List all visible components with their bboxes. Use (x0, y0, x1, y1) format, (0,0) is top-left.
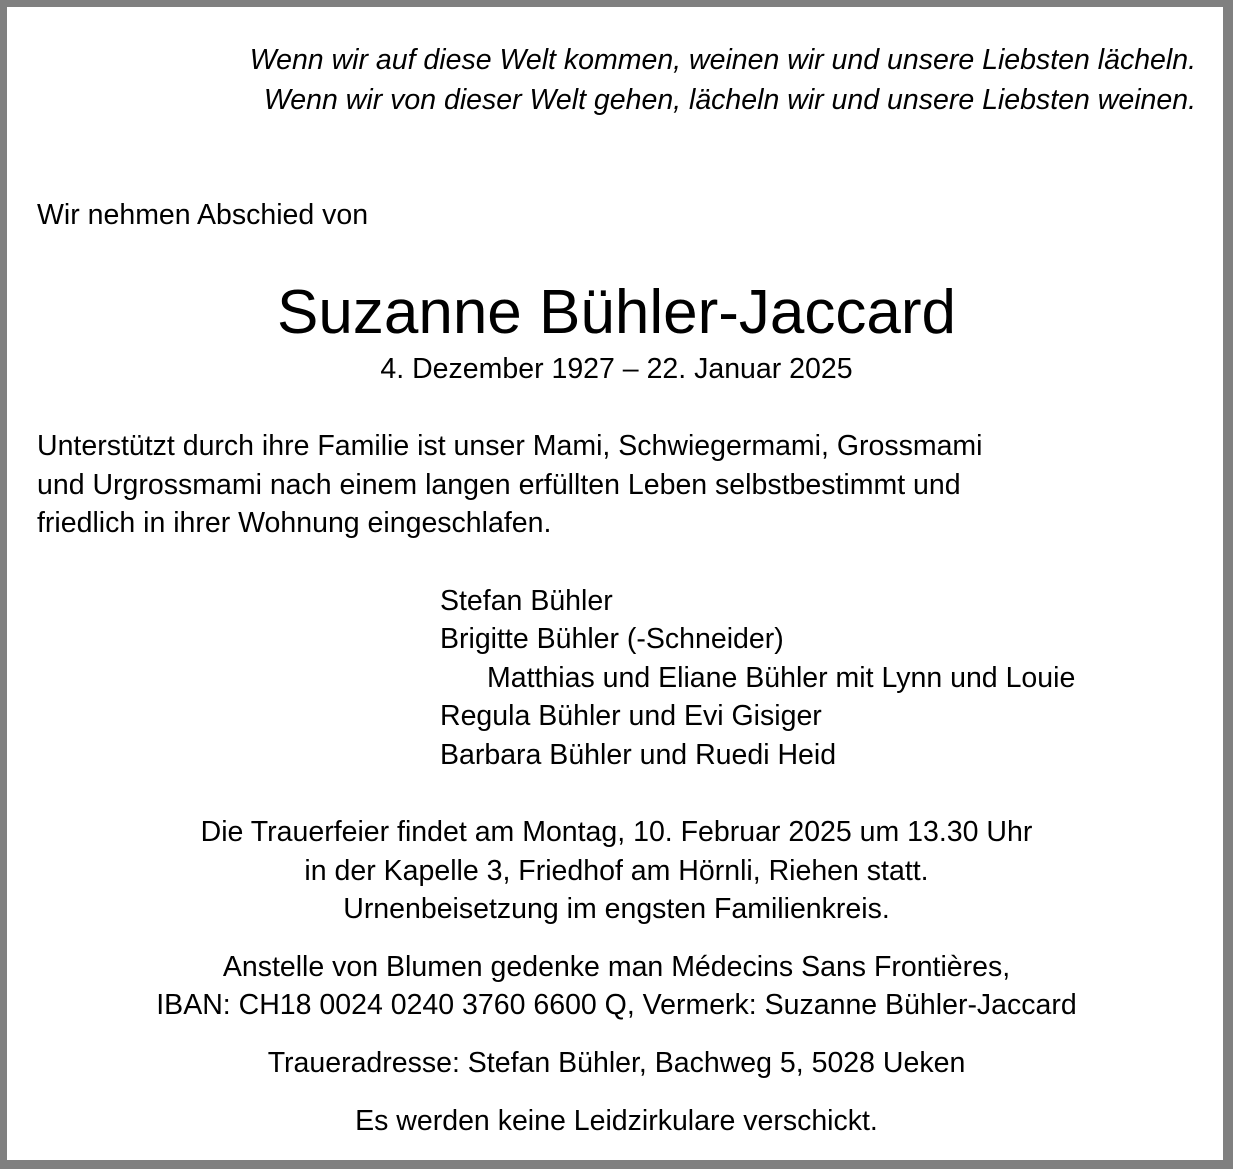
ceremony-line-2: in der Kapelle 3, Friedhof am Hörnli, Riehen statt. (304, 855, 929, 887)
message-line-1: Unterstützt durch ihre Familie ist unser Mami, Schwiegermami, Grossmami (37, 430, 983, 462)
message-line-3: friedlich in ihrer Wohnung eingeschlafen. (37, 507, 552, 539)
family-member-grandchildren: Matthias und Eliane Bühler mit Lynn und Louie (487, 662, 1076, 694)
no-circulars-notice: Es werden keine Leidzirkulare verschickt. (355, 1105, 878, 1137)
life-dates: 4. Dezember 1927 – 22. Januar 2025 (380, 353, 853, 385)
family-member: Brigitte Bühler (-Schneider) (440, 623, 784, 655)
quote-line-1: Wenn wir auf diese Welt kommen, weinen wir und unsere Liebsten lächeln. (249, 44, 1196, 76)
quote-line-2: Wenn wir von dieser Welt gehen, lächeln wir und unsere Liebsten weinen. (263, 84, 1196, 116)
family-member: Stefan Bühler (440, 585, 613, 617)
family-member: Regula Bühler und Evi Gisiger (440, 700, 822, 732)
ceremony-line-1: Die Trauerfeier findet am Montag, 10. Februar 2025 um 13.30 Uhr (200, 816, 1033, 848)
family-member: Barbara Bühler und Ruedi Heid (440, 739, 837, 771)
deceased-name: Suzanne Bühler-Jaccard (277, 278, 956, 347)
message-line-2: und Urgrossmami nach einem langen erfüllten Leben selbstbestimmt und (37, 469, 961, 501)
mourning-address: Traueradresse: Stefan Bühler, Bachweg 5, 5028 Ueken (267, 1047, 966, 1079)
ceremony-line-3: Urnenbeisetzung im engsten Familienkreis. (343, 893, 890, 925)
donation-line-1: Anstelle von Blumen gedenke man Médecins Sans Frontières, (222, 951, 1011, 983)
intro-text: Wir nehmen Abschied von (37, 199, 369, 231)
donation-line-2: IBAN: CH18 0024 0240 3760 6600 Q, Vermerk: Suzanne Bühler-Jaccard (156, 989, 1077, 1021)
